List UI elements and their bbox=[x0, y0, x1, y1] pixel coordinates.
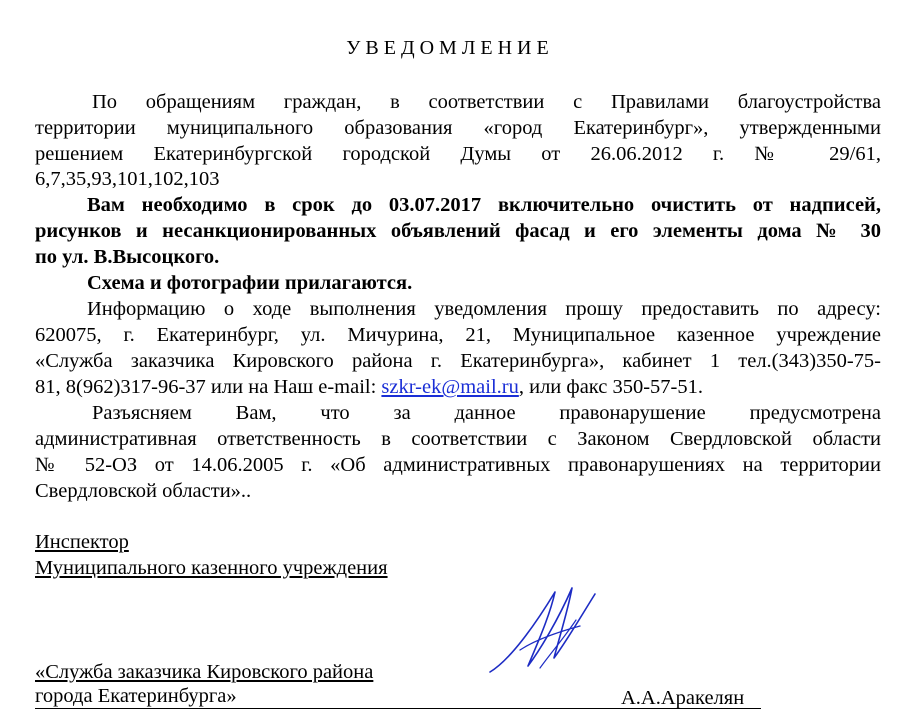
signatory-org-1: «Служба заказчика Кировского района bbox=[35, 661, 374, 683]
liability-line3: № 52-ОЗ от 14.06.2005 г. «Об административных правонарушениях на территории bbox=[35, 454, 881, 476]
info-line1: Информацию о ходе выполнения уведомления прошу предоставить по адресу: bbox=[87, 298, 881, 320]
handwritten-signature-icon bbox=[480, 580, 610, 680]
requirement-line1: Вам необходимо в срок до 03.07.2017 включительно очистить от надписей, bbox=[87, 194, 881, 216]
signatory-position-2: Муниципального казенного учреждения bbox=[35, 557, 388, 579]
liability-line4: Свердловской области».. bbox=[35, 480, 252, 502]
paragraph1-line3: решением Екатеринбургской городской Думы от 26.06.2012 г. № 29/61, bbox=[35, 143, 881, 165]
signatory-position-1: Инспектор bbox=[35, 531, 129, 553]
liability-line2: административная ответственность в соответствии с Законом Свердловской области bbox=[35, 428, 881, 450]
requirement-line3: по ул. В.Высоцкого. bbox=[35, 246, 220, 268]
paragraph1-line1: По обращениям граждан, в соответствии с Правилами благоустройства bbox=[92, 91, 881, 113]
requirement-line2: рисунков и несанкционированных объявлений фасад и его элементы дома № 30 bbox=[35, 220, 881, 242]
paragraph1-line4: 6,7,35,93,101,102,103 bbox=[35, 168, 220, 190]
paragraph1-line2: территории муниципального образования «город Екатеринбург», утвержденными bbox=[35, 117, 881, 139]
info-line4-suffix: , или факс 350-57-51. bbox=[518, 376, 703, 398]
liability-line1: Разъясняем Вам, что за данное правонарушение предусмотрена bbox=[92, 402, 881, 424]
info-line3: «Служба заказчика Кировского района г. Екатеринбурга», кабинет 1 тел.(343)350-75- bbox=[35, 350, 881, 372]
info-line2: 620075, г. Екатеринбург, ул. Мичурина, 21, Муниципальное казенное учреждение bbox=[35, 324, 881, 346]
document-title: УВЕДОМЛЕНИЕ bbox=[346, 37, 554, 59]
signatory-name: А.А.Аракелян bbox=[621, 687, 745, 709]
signatory-org-2: города Екатеринбурга» bbox=[35, 685, 237, 707]
info-line4 bbox=[35, 374, 881, 400]
email-link[interactable]: szkr-ek@mail.ru bbox=[381, 376, 519, 398]
attachments-note: Схема и фотографии прилагаются. bbox=[87, 272, 413, 294]
info-line4-prefix: 81, 8(962)317-96-37 или на Наш e-mail: bbox=[35, 376, 382, 398]
